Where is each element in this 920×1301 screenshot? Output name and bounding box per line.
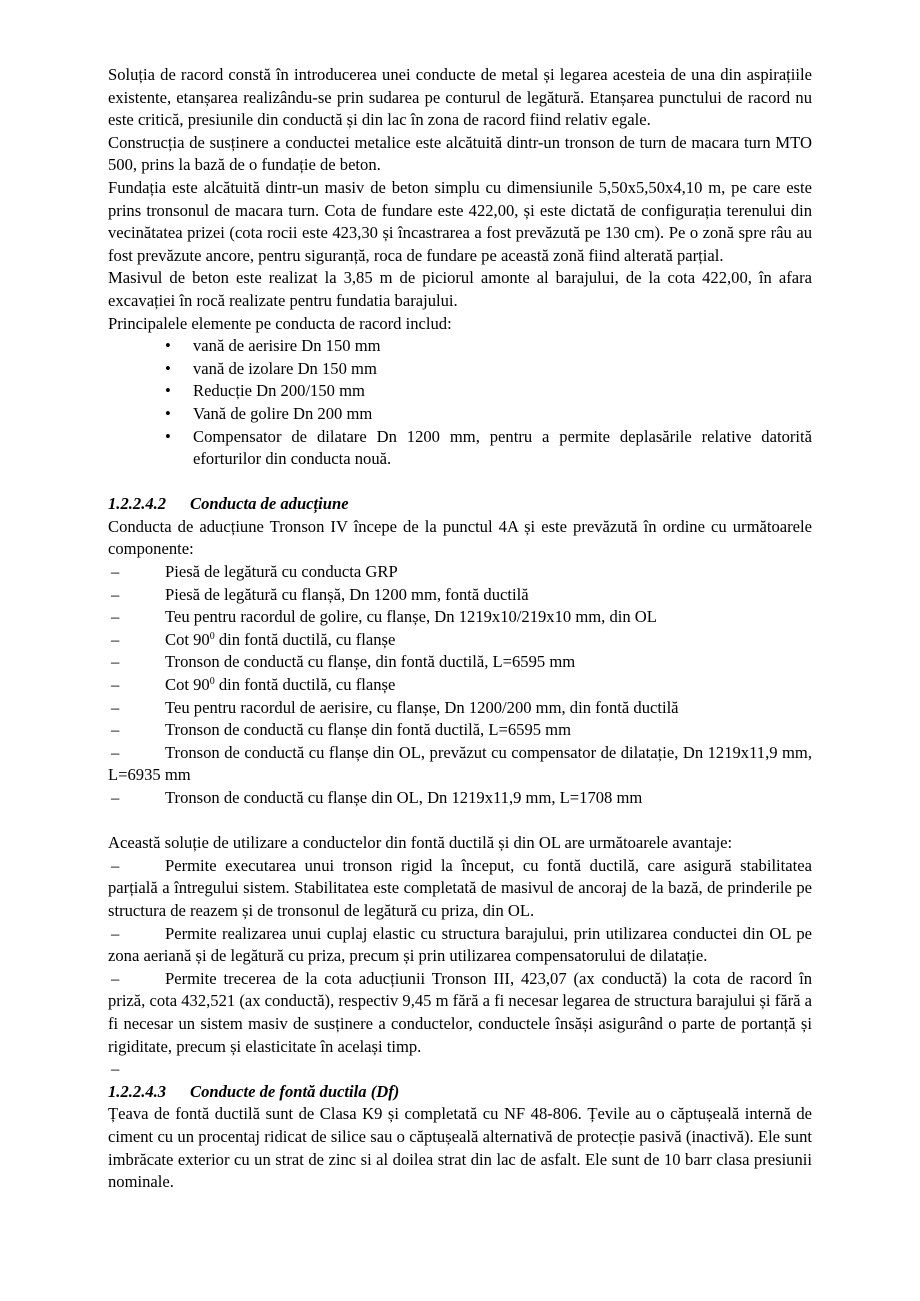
list-item [108,719,812,742]
paragraph-racord-solution: Soluția de racord constă în introducerea unei conducte de metal și legarea acesteia de una din aspirațiile existente, etanșarea realizându-se prin sudarea pe conturul de legătură. Etanșarea punctului de racord nu este critică, presiunile din conductă și din lac în zona de racord fiind relativ egale. [108,65,812,130]
list-item [165,358,812,381]
dash-icon: – [111,697,120,717]
list-item [108,855,812,923]
dash-icon: – [111,652,120,672]
section-heading-fonta-ductila [108,1081,812,1104]
dash-icon: – [111,923,120,943]
list-item [108,697,812,720]
spacer [108,471,812,494]
list-item [108,651,812,674]
dash-icon: – [111,607,120,627]
dash-icon: – [111,742,120,762]
list-item-text: Tronson de conductă cu flanșe, din fontă ductilă, L=6595 mm [165,652,576,672]
paragraph-concrete-mass: Masivul de beton este realizat la 3,85 m de piciorul amonte al barajului, de la cota 422,00, în afara excavației în rocă realizate pentru fundatia barajului. [108,268,812,310]
list-item [165,335,812,358]
list-item-text: Tronson de conductă cu flanșe din OL, prevăzut cu compensator de dilatație, Dn 1219x11,9 mm, L=6935 mm [108,742,812,785]
bullet-icon: • [165,336,171,356]
list-item-text: Reducție Dn 200/150 mm [193,381,365,401]
paragraph-support-structure: Construcția de susținere a conductei metalice este alcătuită dintr-un tronson de turn de macara turn MTO 500, prins la bază de o fundație de beton. [108,132,812,175]
section-number: 1.2.2.4.2 [108,494,167,514]
section-title: Conducta de aducțiune [190,494,349,514]
dash-icon: – [111,720,120,740]
list-item [165,380,812,403]
list-item [108,923,812,968]
list-item-text: Permite trecerea de la cota aducțiunii Tronson III, 423,07 (ax conductă) la cota de racord în priză, cota 432,521 (ax conductă), respectiv 9,45 m fără a fi necesar legarea de structura barajului și fără a fi necesar un sistem masiv de susținere a conductelor, conductele însăși asigurând o parte de portanță și rigiditate, precum și elasticitate în același timp. [108,968,812,1056]
racord-elements-list [108,335,812,471]
list-item-text: Tronson de conductă cu flanșe din OL, Dn 1219x11,9 mm, L=1708 mm [165,788,643,807]
list-item-text: vană de izolare Dn 150 mm [193,358,377,378]
list-item [165,426,812,471]
list-item-text: Vană de golire Dn 200 mm [193,403,373,423]
list-item-text: Teu pentru racordul de golire, cu flanșe, Dn 1219x10/219x10 mm, din OL [165,607,657,627]
section-title: Conducte de fontă ductila (Df) [190,1081,400,1101]
list-item [108,742,812,787]
list-item-text: Compensator de dilatare Dn 1200 mm, pentru a permite deplasările relative datorită eforturilor din conducta nouă. [193,426,812,469]
list-item [108,561,812,584]
paragraph-foundation: Fundația este alcătuită dintr-un masiv de beton simplu cu dimensiunile 5,50x5,50x4,10 m, pe care este prins tronsonul de macara turn. Cota de fundare este 422,00, și este dictată de configurația terenului din vecinătatea prizei (cota rocii este 423,30 și încastrarea a fost prevăzută pe 130 cm). Pe o zonă spre râu au fost prevăzute ancore, pentru siguranță, roca de fundare pe această zonă fiind alterată parțial. [108,177,812,265]
bullet-icon: • [165,358,171,378]
list-item [108,674,812,697]
list-item-text: din fontă ductilă, cu flanșe [214,629,396,649]
document-page [108,64,812,1194]
list-item [108,584,812,607]
list-item-text: Teu pentru racordul de aerisire, cu flanșe, Dn 1200/200 mm, din fontă ductilă [165,697,679,717]
dash-icon: – [111,629,120,649]
list-item-text: din fontă ductilă, cu flanșe [214,675,396,695]
advantages-list [108,855,812,1058]
dash-icon: – [111,584,120,604]
superscript: 0 [209,630,215,642]
paragraph-aductiune-intro: Conducta de aducțiune Tronson IV începe de la punctul 4A și este prevăzută în ordine cu următoarele componente: [108,516,812,559]
list-item-text: Piesă de legătură cu flanșă, Dn 1200 mm, fontă ductilă [165,584,529,604]
dash-icon: – [111,968,120,988]
list-item [108,629,812,652]
list-item-text: Permite executarea unui tronson rigid la început, cu fontă ductilă, care asigură stabilitatea parțială a întregului sistem. Stabilitatea este completată de masivul de ancoraj de la bază, de prinderile pe structura de reazem și de tronsonul de legătură cu priza, din OL. [108,855,812,920]
section-heading-aductiune [108,493,812,516]
list-item-text: vană de aerisire Dn 150 mm [193,336,381,356]
list-item [108,968,812,1058]
dash-icon: – [111,675,120,695]
list-item-text: Cot 90 [165,675,210,695]
list-item-text: Permite realizarea unui cuplaj elastic cu structura barajului, prin utilizarea conductei din OL pe zona aeriană și de legătură cu priza, precum și prin utilizarea compensatorului de dilatație. [108,923,812,966]
paragraph-main-elements: Principalele elemente pe conducta de racord includ: [108,313,452,333]
list-item [108,606,812,629]
paragraph-advantages-intro: Această soluție de utilizare a conductelor din fontă ductilă și din OL are următoarele avantaje: [108,833,733,853]
dash-icon: – [111,1059,120,1079]
bullet-icon: • [165,403,171,423]
dash-icon: – [111,562,120,582]
list-item-text: Cot 90 [165,629,210,649]
components-list [108,561,812,810]
dash-icon: – [111,788,120,807]
dash-icon: – [111,855,120,875]
empty-dash-line [108,1058,812,1081]
bullet-icon: • [165,381,171,401]
list-item [165,403,812,426]
section-number: 1.2.2.4.3 [108,1081,167,1101]
spacer [108,810,812,833]
bullet-icon: • [165,426,171,446]
list-item-text: Tronson de conductă cu flanșe din fontă ductilă, L=6595 mm [165,720,571,740]
superscript: 0 [209,676,215,688]
paragraph-ductile-iron: Țeava de fontă ductilă sunt de Clasa K9 și completată cu NF 48-806. Țevile au o căptușeală internă de ciment cu un procentaj ridicat de silice sau o căptușeală alternativă de protecție pasivă (inactivă). Ele sunt imbrăcate exterior cu un strat de zinc si al doilea strat din lac de asfalt. Ele sunt de 10 barr clasa presiunii nominale. [108,1104,812,1192]
list-item [108,787,812,810]
list-item-text: Piesă de legătură cu conducta GRP [165,562,398,582]
